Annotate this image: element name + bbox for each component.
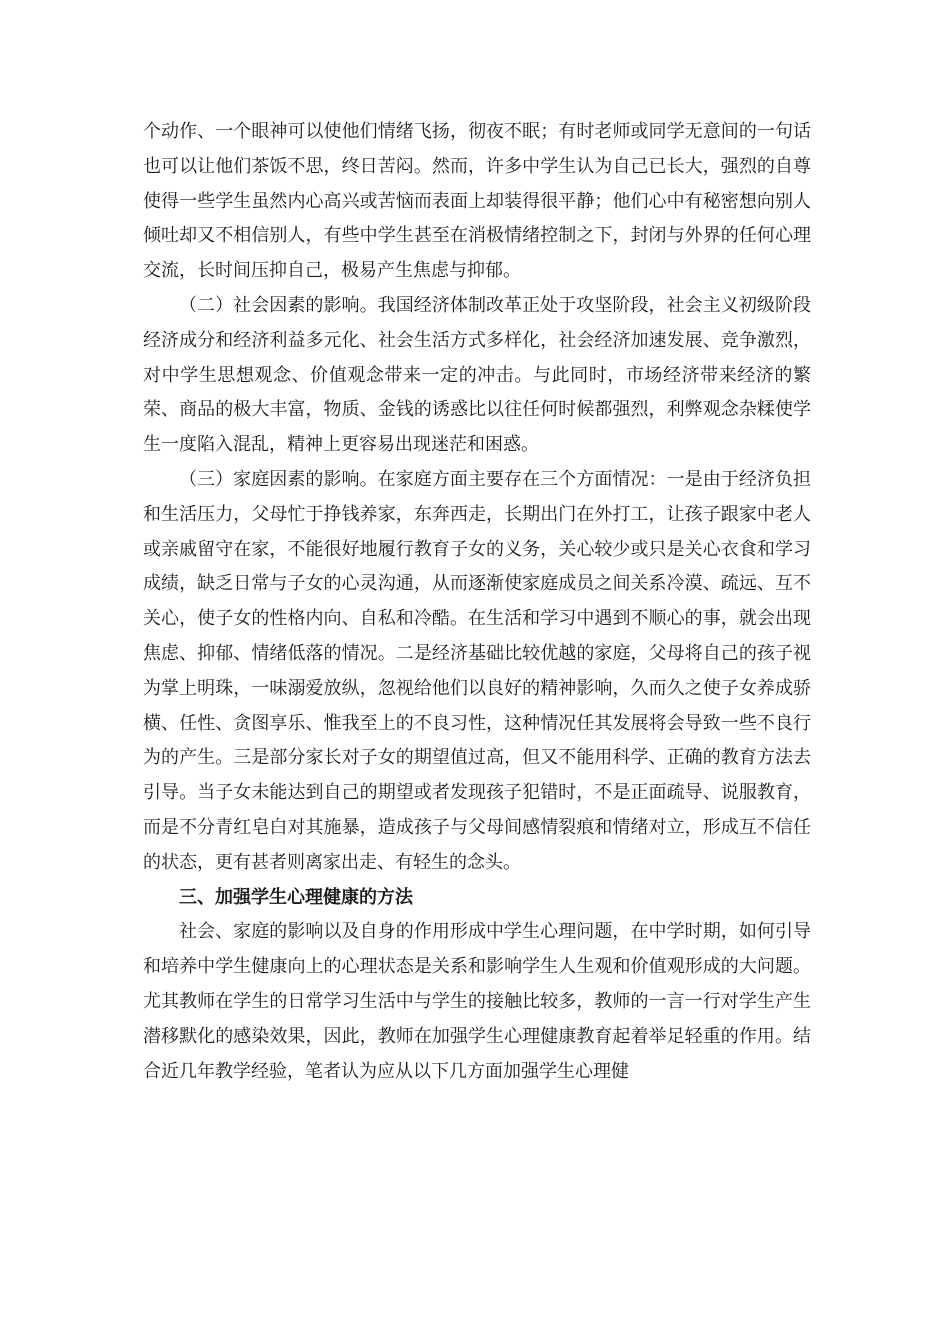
paragraph-family-factors: （三）家庭因素的影响。在家庭方面主要存在三个方面情况：一是由于经济负担和生活压力，父母忙于挣钱养家，东奔西走，长期出门在外打工，让孩子跟家中老人或亲戚留守在家，不能很好地履行教育子女的义务，关心较少或只是关心衣食和学习成绩，缺乏日常与子女的心灵沟通，从而逐渐使家庭成员之间关系冷漠、疏远、互不关心，使子女的性格内向、自私和冷酷。在生活和学习中遇到不顺心的事，就会出现焦虑、抑郁、情绪低落的情况。二是经济基础比较优越的家庭，父母将自己的孩子视为掌上明珠，一味溺爱放纵，忽视给他们以良好的精神影响，久而久之使子女养成骄横、任性、贪图享乐、惟我至上的不良习性，这种情况任其发展将会导致一些不良行为的产生。三是部分家长对子女的期望值过高，但又不能用科学、正确的教育方法去引导。当子女未能达到自己的期望或者发现孩子犯错时，不是正面疏导、说服教育，而是不分青红皂白对其施暴，造成孩子与父母间感情裂痕和情绪对立，形成互不信任的状态，更有甚者则离家出走、有轻生的念头。 xyxy=(143,468,811,873)
paragraph-social-factors: （二）社会因素的影响。我国经济体制改革正处于攻坚阶段，社会主义初级阶段经济成分和经济利益多元化、社会生活方式多样化，社会经济加速发展、竞争激烈，对中学生思想观念、价值观念带来一定的冲击。与此同时，市场经济带来经济的繁荣、商品的极大丰富，物质、金钱的诱惑比以往任何时候都强烈，利弊观念杂糅使学生一度陷入混乱，精神上更容易出现迷茫和困惑。 xyxy=(143,294,811,456)
document-page xyxy=(143,115,811,1089)
paragraph-methods: 社会、家庭的影响以及自身的作用形成中学生心理问题，在中学时期，如何引导和培养中学生健康向上的心理状态是关系和影响学生人生观和价值观形成的大问题。尤其教师在学生的日常学习生活中与学生的接触比较多，教师的一言一行对学生产生潜移默化的感染效果，因此，教师在加强学生心理健康教育起着举足轻重的作用。结合近几年教学经验，笔者认为应从以下几方面加强学生心理健 xyxy=(143,921,811,1082)
section-heading: 三、加强学生心理健康的方法 xyxy=(179,886,413,908)
paragraph-continued: 个动作、一个眼神可以使他们情绪飞扬，彻夜不眠；有时老师或同学无意间的一句话也可以让他们茶饭不思，终日苦闷。然而，许多中学生认为自己已长大，强烈的自尊使得一些学生虽然内心高兴或苦恼而表面上却装得很平静；他们心中有秘密想向别人倾吐却又不相信别人，有些中学生甚至在消极情绪控制之下，封闭与外界的任何心理交流，长时间压抑自己，极易产生焦虑与抑郁。 xyxy=(143,121,811,282)
